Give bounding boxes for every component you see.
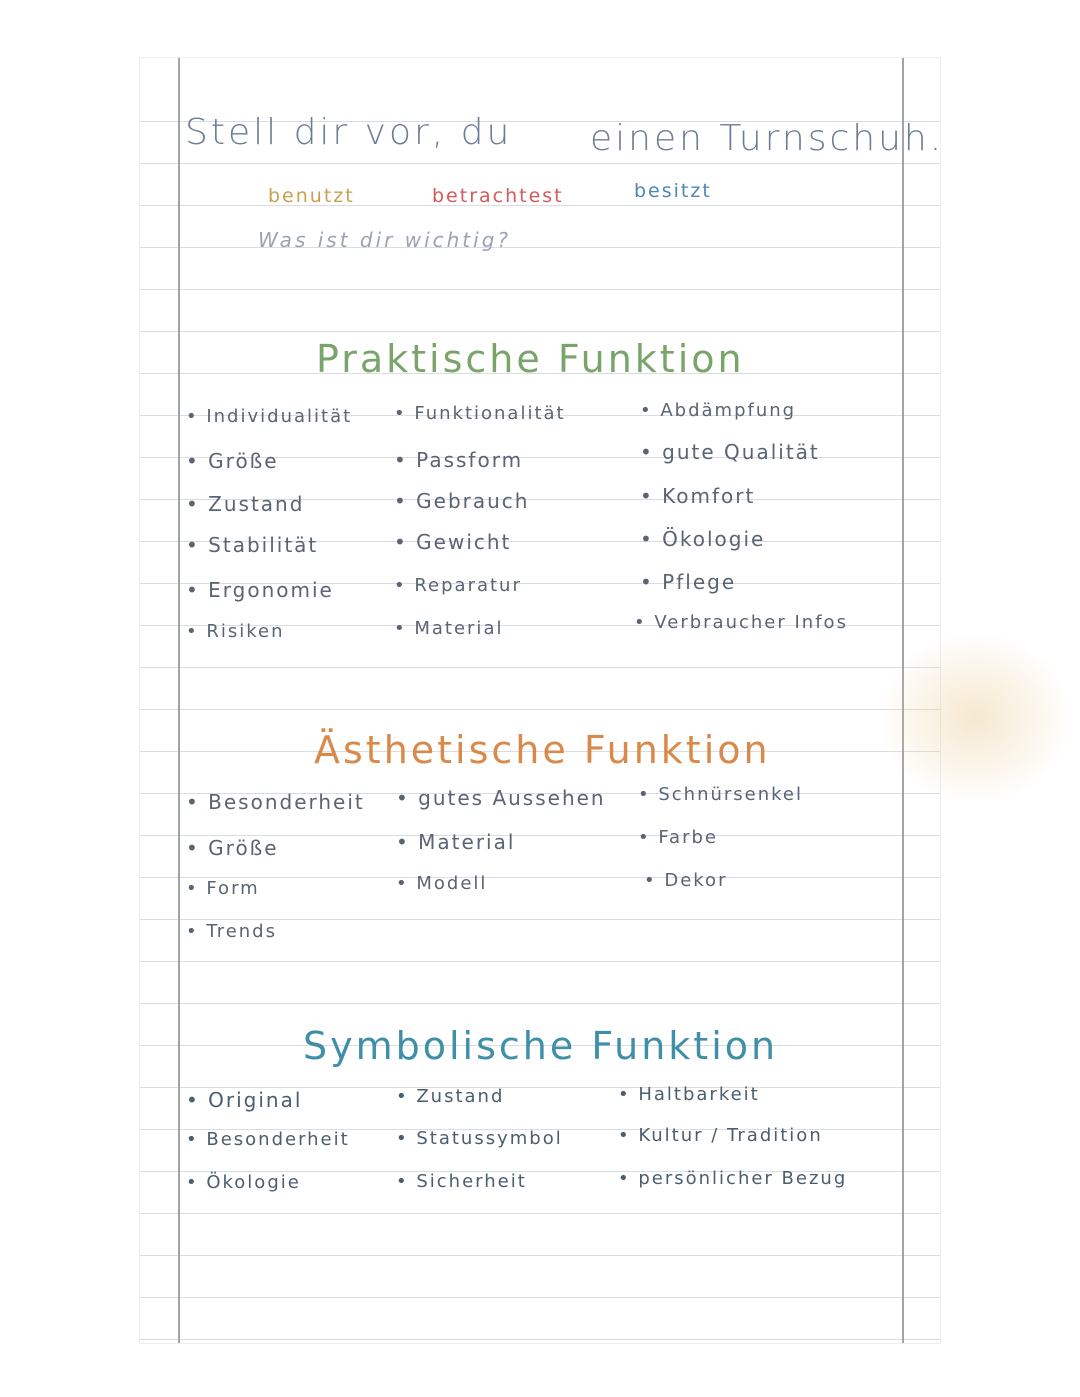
list-item: • Ergonomie (186, 578, 334, 602)
list-item: • Gebrauch (394, 489, 529, 513)
list-item: • persönlicher Bezug (618, 1168, 847, 1189)
list-item: • Besonderheit (186, 1129, 350, 1150)
list-item: • Besonderheit (186, 790, 365, 814)
intro-line-part2: einen Turnschuh. (590, 118, 945, 159)
intro-line-part1: Stell dir vor, du (185, 112, 513, 153)
list-item: • Ökologie (640, 527, 765, 551)
list-item: • Funktionalität (394, 403, 566, 424)
list-item: • Größe (186, 449, 279, 473)
list-item: • Verbraucher Infos (634, 612, 848, 633)
list-item: • Individualität (186, 406, 352, 427)
heading-aesthetische-funktion: Ästhetische Funktion (314, 728, 771, 772)
list-item: • Reparatur (394, 575, 522, 596)
list-item: • Dekor (644, 870, 727, 891)
verb-besitzt: besitzt (634, 180, 712, 202)
list-item: • Modell (396, 873, 487, 894)
list-item: • Original (186, 1088, 302, 1112)
list-item: • Gewicht (394, 530, 511, 554)
list-item: • Komfort (640, 484, 755, 508)
heading-symbolische-funktion: Symbolische Funktion (303, 1024, 779, 1068)
list-item: • Ökologie (186, 1172, 301, 1193)
list-item: • Zustand (396, 1086, 504, 1107)
list-item: • Material (394, 618, 503, 639)
list-item: • Stabilität (186, 533, 318, 557)
list-item: • Sicherheit (396, 1171, 527, 1192)
list-item: • Pflege (640, 570, 736, 594)
list-item: • Kultur / Tradition (618, 1125, 823, 1146)
verb-benutzt: benutzt (268, 185, 355, 207)
list-item: • Abdämpfung (640, 400, 796, 421)
list-item: • Schnürsenkel (638, 784, 803, 805)
question: Was ist dir wichtig? (258, 228, 512, 252)
list-item: • Größe (186, 836, 279, 860)
list-item: • Zustand (186, 492, 304, 516)
list-item: • Risiken (186, 621, 285, 642)
coffee-stain (880, 633, 1070, 803)
heading-praktische-funktion: Praktische Funktion (316, 337, 745, 381)
list-item: • gutes Aussehen (396, 786, 606, 810)
list-item: • Form (186, 878, 260, 899)
list-item: • Farbe (638, 827, 718, 848)
left-margin-line (178, 58, 180, 1343)
verb-betrachtest: betrachtest (432, 185, 564, 207)
list-item: • Statussymbol (396, 1128, 563, 1149)
list-item: • Trends (186, 921, 277, 942)
list-item: • gute Qualität (640, 440, 820, 464)
list-item: • Material (396, 830, 515, 854)
list-item: • Haltbarkeit (618, 1084, 760, 1105)
list-item: • Passform (394, 448, 523, 472)
